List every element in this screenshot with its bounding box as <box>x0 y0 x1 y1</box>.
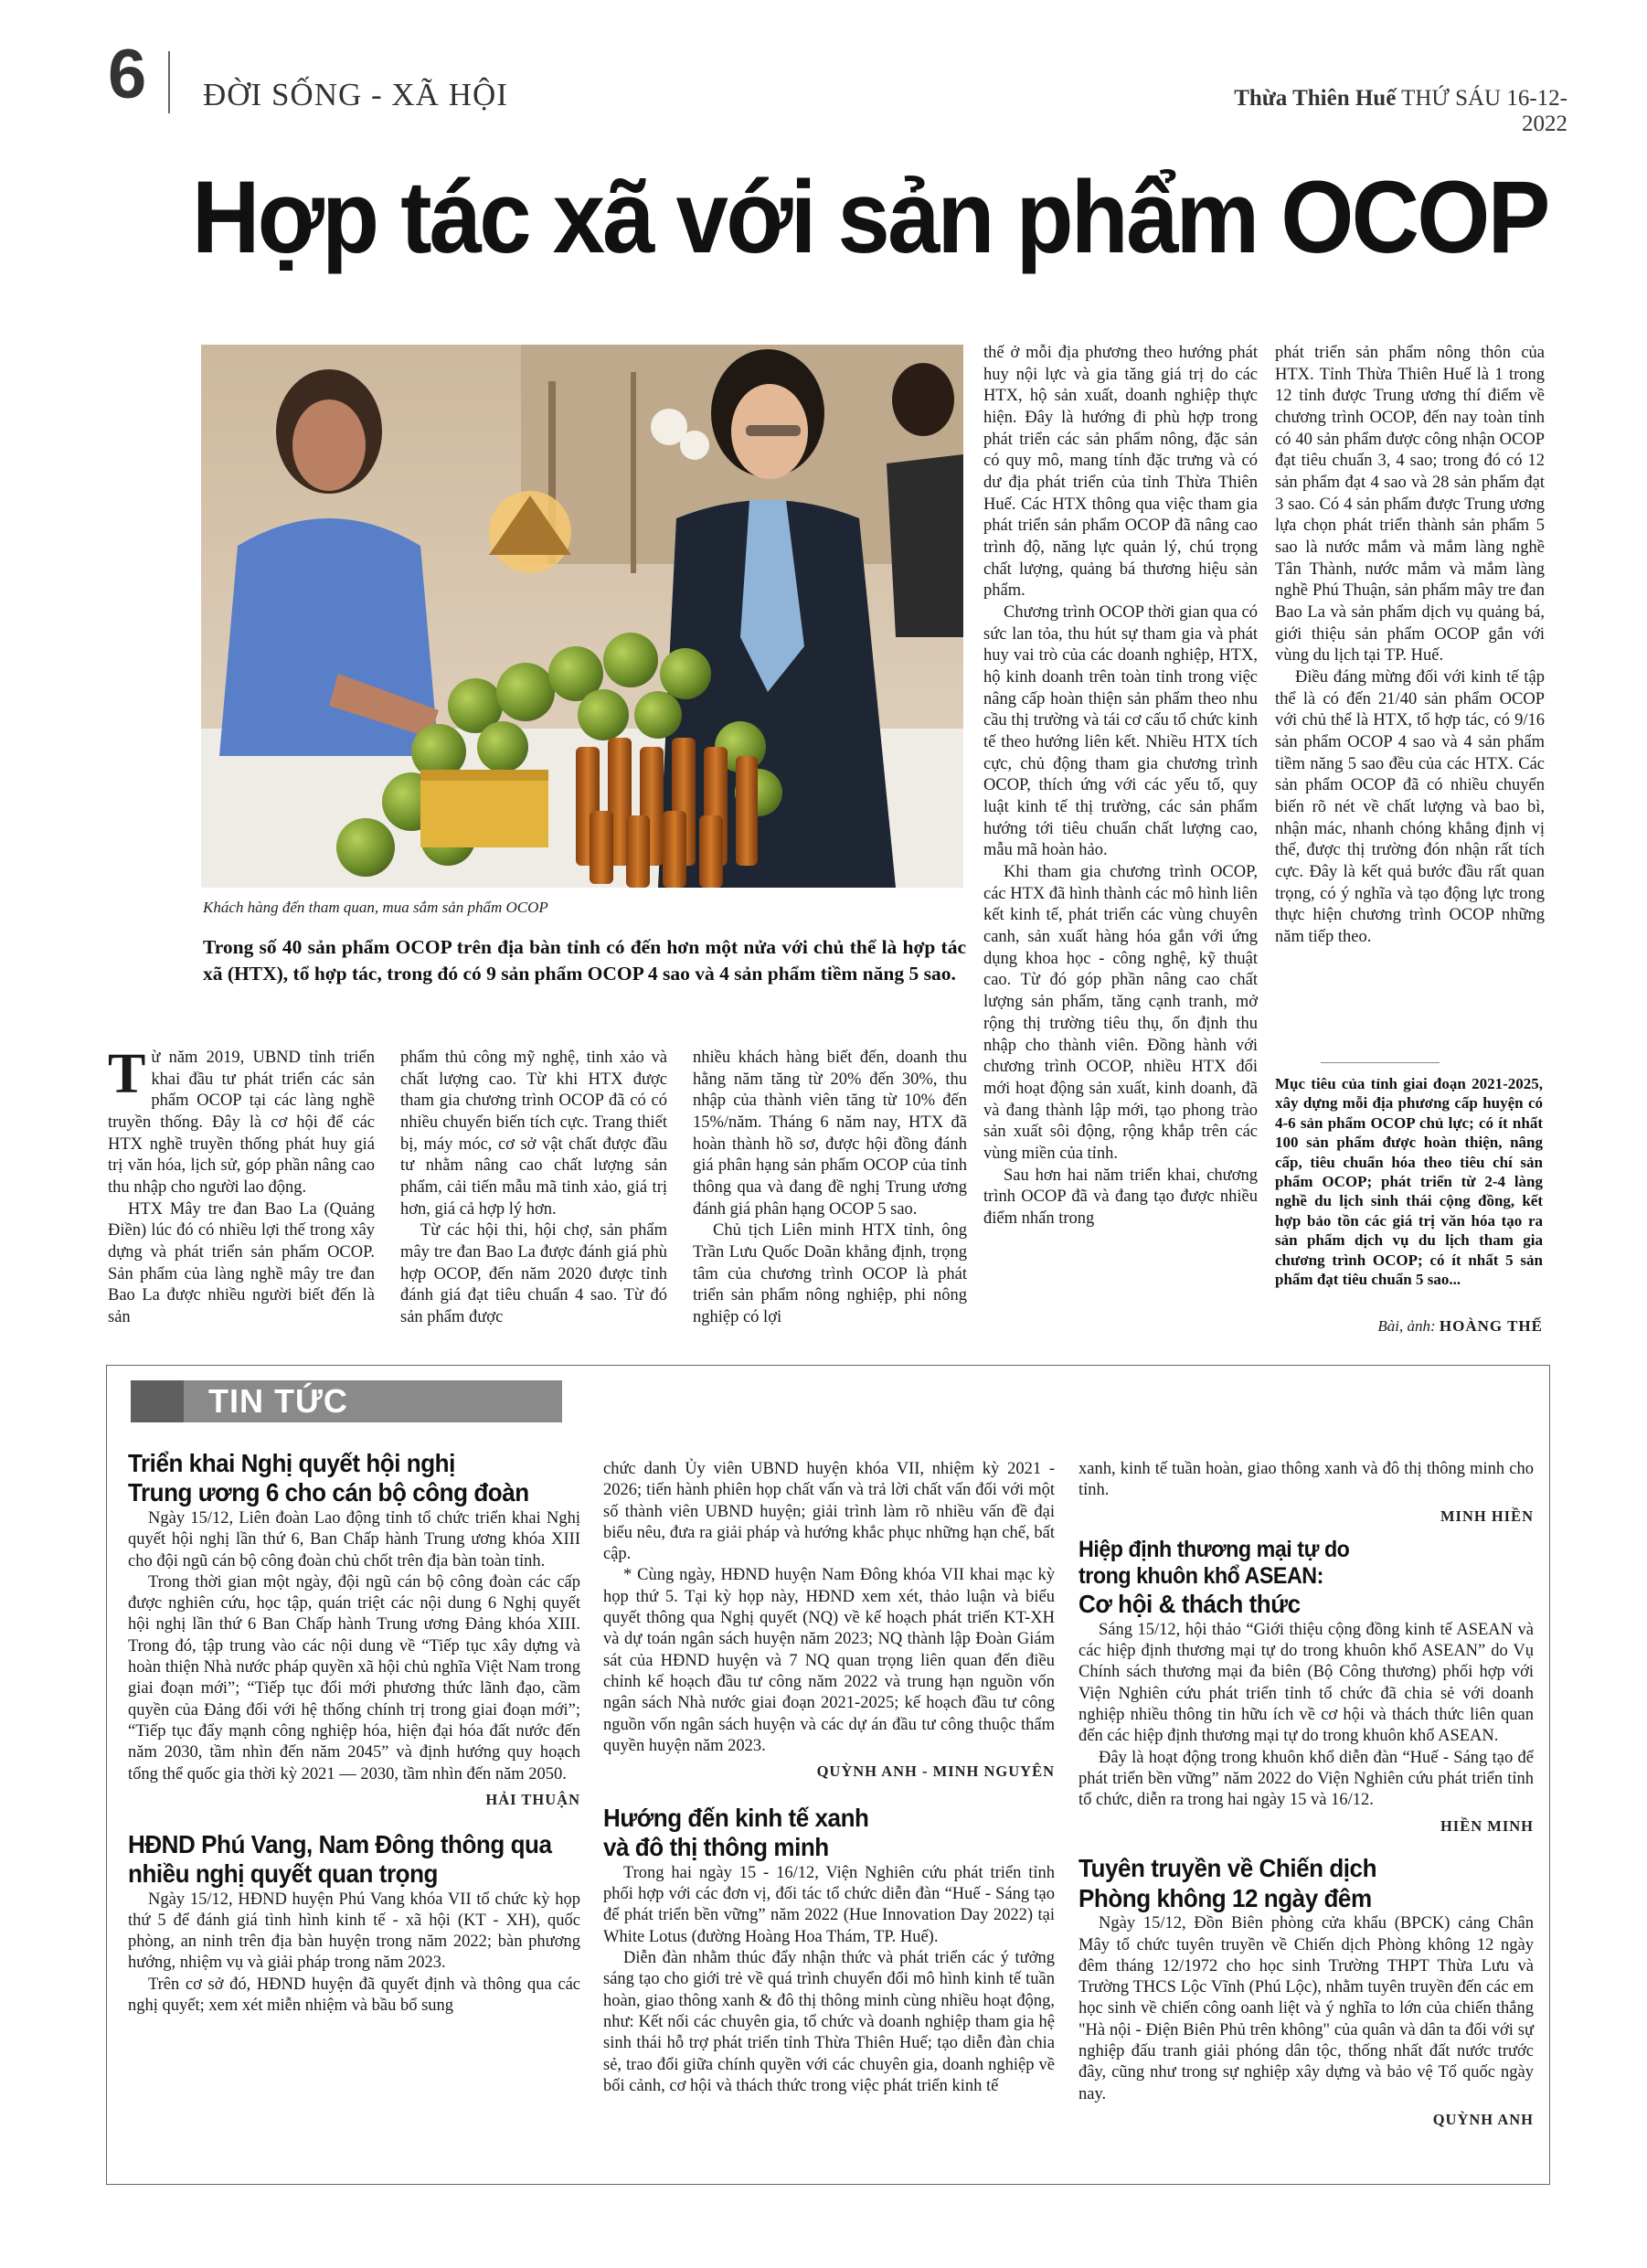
paragraph: Ngày 15/12, Liên đoàn Lao động tỉnh tổ chức triển khai Nghị quyết hội nghị lần thứ 6, Ban Chấp hành Trung ương khóa XIII cho đội ngũ cán bộ công đoàn chủ chốt trên địa bàn toàn tỉnh. <box>128 1508 580 1571</box>
header-divider <box>168 51 170 113</box>
news-title-line: trong khuôn khổ ASEAN: <box>1079 1563 1323 1590</box>
issue-date: THỨ SÁU 16-12-2022 <box>1401 86 1567 136</box>
news-column-3 <box>1079 1459 1534 2130</box>
paragraph: Trong hai ngày 15 - 16/12, Viện Nghiên cứu phát triển tỉnh phối hợp với các đơn vị, đối tác tổ chức diễn đàn “Huế - Sáng tạo để phát triển bền vững” năm 2022 (Hue Innovation Day 2022) tại White Lotus (đường Hoàng Hoa Thám, TP. Huế). <box>603 1863 1055 1946</box>
news-title-line: và đô thị thông minh <box>603 1833 829 1862</box>
paragraph: Trên cơ sở đó, HĐND huyện đã quyết định và thông qua các nghị quyết; xem xét miễn nhiệm và bầu bổ sung <box>128 1975 580 2015</box>
headline: Hợp tác xã với sản phẩm OCOP <box>192 160 1548 274</box>
article-column-4 <box>983 343 1258 1230</box>
paragraph: Diễn đàn nhằm thúc đẩy nhận thức và phát triển các ý tưởng sáng tạo cho giới trẻ về quá trình chuyển đổi mô hình kinh tế tuần hoàn, giao thông xanh & đô thị thông minh cùng nhiều hoạt động, như: Kết nối các chuyên gia, tổ chức và doanh nghiệp tham gia hệ sinh thái hỗ trợ phát triển tỉnh Thừa Thiên Huế; tạo diễn đàn chia sẻ, trao đổi giữa chính quyền với các chuyên gia, doanh nghiệp về bối cảnh, cơ hội và thách thức trong việc phát triển kinh tế <box>603 1949 1055 2095</box>
news-byline: HẢI THUẬN <box>485 1790 580 1808</box>
paragraph: Khi tham gia chương trình OCOP, các HTX đã hình thành các mô hình liên kết kinh tế, phát triển các vùng chuyên canh, sản xuất hàng hóa gắn với ứng dụng khoa học - công nghệ, kỹ thuật cao. Từ đó góp phần nâng cao chất lượng sản phẩm, tăng cạnh tranh, mở rộng thị trường tiêu thụ, ổn định thu nhập cho thành viên. Đồng hành với chương trình OCOP, nhiều HTX đổi mới hoạt động sản xuất, kinh doanh, đã và đang thành lập mới, tạo phong trào sản xuất sôi động, rộng khắp trên các vùng miền của tỉnh. <box>983 863 1259 1163</box>
paragraph: Sau hơn hai năm triển khai, chương trình OCOP đã và đang tạo được nhiều điểm nhấn trong <box>983 1166 1258 1228</box>
callout-divider <box>1321 1062 1440 1063</box>
paragraph: xanh, kinh tế tuần hoàn, giao thông xanh và đô thị thông minh cho tỉnh. <box>1079 1460 1534 1500</box>
byline-prefix: Bài, ảnh: <box>1377 1317 1436 1335</box>
paragraph: HTX Mây tre đan Bao La (Quảng Điền) lúc đó có nhiều lợi thế trong xây dựng và phát triển sản phẩm OCOP. Sản phẩm của làng nghề mây tre đan Bao La được nhiều người biết đến là sản <box>108 1199 375 1327</box>
section-title: ĐỜI SỐNG - XÃ HỘI <box>203 77 508 112</box>
byline-author: HOÀNG THẾ <box>1439 1317 1543 1335</box>
paragraph: Ngày 15/12, HĐND huyện Phú Vang khóa VII tổ chức kỳ họp thứ 5 để đánh giá tình hình kinh tế - xã hội (KT - XH), quốc phòng, an ninh trên địa bàn huyện trong năm 2022; bàn phương hướng, nhiệm vụ và giải pháp trong năm 2023. <box>128 1890 580 1973</box>
masthead <box>1206 86 1567 137</box>
news-label: TIN TỨC <box>208 1382 348 1420</box>
paragraph: Trong thời gian một ngày, đội ngũ cán bộ công đoàn các cấp được nghiên cứu, học tập, quán triệt các nội dung 6 Nghị quyết hội nghị lần thứ 6 Ban Chấp hành Trung ương Đảng khóa XIII. Trong đó, tập trung vào các nội dung về “Tiếp tục xây dựng và hoàn thiện Nhà nước pháp quyền xã hội chủ nghĩa Việt Nam trong giai đoạn mới”; “Tiếp tục đổi mới phương thức lãnh đạo, cầm quyền của Đảng đối với hệ thống chính trị trong giai đoạn mới”; “Tiếp tục đẩy mạnh công nghiệp hóa, hiện đại hóa đất nước đến năm 2030, tầm nhìn đến năm 2045” và định hướng quy hoạch tổng thể quốc gia thời kỳ 2021 — 2030, tầm nhìn đến năm 2050. <box>128 1572 580 1784</box>
news-title-line: Tuyên truyền về Chiến dịch <box>1079 1854 1377 1883</box>
news-title-line: HĐND Phú Vang, Nam Đông thông qua <box>128 1829 552 1858</box>
article-photo <box>201 345 963 888</box>
paragraph: ừ năm 2019, UBND tỉnh triển khai đầu tư phát triển các sản phẩm OCOP tại các làng nghề truyền thống. Đây là cơ hội để các HTX nghề truyền thống phát huy giá trị văn hóa, lịch sử, góp phần nâng cao thu nhập cho người lao động. <box>108 1049 375 1198</box>
news-title <box>1079 1854 1502 1913</box>
article-column-3 <box>693 1048 967 1329</box>
paragraph: Sáng 15/12, hội thảo “Giới thiệu cộng đồng kinh tế ASEAN và các hiệp định thương mại tự do trong khuôn khổ ASEAN” do Vụ Chính sách thương mại đa biên (Bộ Công thương) phối hợp với Viện Nghiên cứu phát triển tỉnh tổ chức đã chia sẻ với doanh nghiệp nhiều thông tin hữu ích về cơ hội và thách thức liên quan đến các hiệp định thương mại tự do trong khuôn khổ ASEAN. <box>1079 1620 1534 1746</box>
news-column-2 <box>603 1459 1055 2097</box>
article-lead: Trong số 40 sản phẩm OCOP trên địa bàn tỉnh có đến hơn một nửa với chủ thể là hợp tác xã (HTX), tổ hợp tác, trong đó có 9 sản phẩm OCOP 4 sao và 4 sản phẩm tiềm năng 5 sao. <box>203 936 966 985</box>
news-title <box>128 1449 548 1508</box>
news-title <box>128 1829 552 1890</box>
news-title-line: nhiều nghị quyết quan trọng <box>128 1859 438 1889</box>
news-byline: HIỀN MINH <box>1440 1816 1534 1835</box>
paragraph: * Cùng ngày, HĐND huyện Nam Đông khóa VII khai mạc kỳ họp thứ 5. Tại kỳ họp này, HĐND xem xét, thảo luận và biểu quyết thông qua Nghị quyết (NQ) về kế hoạch phát triển KT-XH và dự toán ngân sách huyện năm 2023; NQ thành lập Đoàn Giám sát của HĐND huyện và 7 NQ quan trọng liên quan đến điều chỉnh kế hoạch đầu tư công năm 2022 và trung hạn nguồn vốn ngân sách Nhà nước giai đoạn 2021-2025; kế hoạch đầu tư công nguồn vốn ngân sách huyện và các dự án đầu tư công thuộc thẩm quyền huyện năm 2023. <box>603 1566 1055 1755</box>
paragraph: Điều đáng mừng đối với kinh tế tập thể là có đến 21/40 sản phẩm OCOP với chủ thể là HTX, tổ hợp tác, có 9/16 sản phẩm OCOP 4 sao và 4 sản phẩm tiềm năng 5 sao đều của các HTX. Các sản phẩm OCOP đã có nhiều chuyển biến rõ nét về chất lượng và bao bì, nhận mác, nhanh chóng khẳng định vị thế, được thị trường đón nhận rất tích cực. Đây là kết quả bước đầu rất quan trọng, có ý nghĩa và tạo động lực trong thực hiện chương trình OCOP những năm tiếp theo. <box>1275 668 1545 947</box>
paragraph: phát triển sản phẩm nông thôn của HTX. Tỉnh Thừa Thiên Huế là 1 trong 12 tỉnh được Trung ương thí điểm về chương trình OCOP, đến nay toàn tỉnh có 40 sản phẩm được công nhận OCOP đạt tiêu chuẩn 3, 4 sao; trong đó có 12 sản phẩm đạt 4 sao và 28 sản phẩm đạt 3 sao. Có 4 sản phẩm được Trung ương lựa chọn phát triển thành sản phẩm 5 sao là nước mắm và mắm làng nghề Tân Thành, nước mắm và mắm làng nghề Phú Thuận, sản phẩm mây tre đan Bao La và sản phẩm dịch vụ quảng bá, giới thiệu sản phẩm OCOP gắn với vùng du lịch tại TP. Huế. <box>1275 344 1545 665</box>
news-title <box>603 1804 1023 1863</box>
paragraph: thế ở mỗi địa phương theo hướng phát huy nội lực và gia tăng giá trị do các HTX, hộ sản xuất, doanh nghiệp thực hiện. Đây là hướng đi phù hợp trong phát triển các sản phẩm nông, đặc sản có quy mô, mang tính đặc trưng và có dư địa phát triển của tỉnh Thừa Thiên Huế. Các HTX thông qua việc tham gia phát triển sản phẩm OCOP đã nâng cao trình độ, năng lực quản lý, chú trọng chất lượng, quảng bá thương hiệu sản phẩm. <box>983 344 1258 601</box>
paragraph: nhiều khách hàng biết đến, doanh thu hằng năm tăng từ 20% đến 30%, thu nhập của thành viên tăng từ 10% đến 15%/năm. Tháng 6 năm nay, HTX đã hoàn thành hồ sơ, được hội đồng đánh giá phân hạng sản phẩm OCOP của tỉnh thông qua và đang đề nghị Trung ương đánh giá phân hạng OCOP 5 sao. <box>693 1049 967 1219</box>
paragraph: Đây là hoạt động trong khuôn khổ diễn đàn “Huế - Sáng tạo để phát triển bền vững” năm 2022 do Viện Nghiên cứu phát triển tỉnh tổ chức, diễn ra trong hai ngày 15 và 16/12. <box>1079 1748 1534 1810</box>
paragraph: chức danh Ủy viên UBND huyện khóa VII, nhiệm kỳ 2021 - 2026; tiến hành phiên họp chất vấn và trả lời chất vấn đối với một số thành viên UBND huyện; giải trình làm rõ nhiều vấn đề đại biểu nêu, đưa ra giải pháp và hướng khắc phục những hạn chế, bất cập. <box>603 1460 1055 1564</box>
news-title-line: Trung ương 6 cho cán bộ công đoàn <box>128 1478 529 1507</box>
news-column-1 <box>128 1449 580 2017</box>
news-label-accent <box>131 1380 184 1422</box>
article-byline <box>1275 1317 1543 1336</box>
paragraph: phẩm thủ công mỹ nghệ, tinh xảo và chất lượng cao. Từ khi HTX được tham gia chương trình OCOP đã có có nhiều chuyển biến tích cực. Trang thiết bị, máy móc, cơ sở vật chất được đầu tư nhằm nâng cao chất lượng sản phẩm, cải tiến mẫu mã tinh xảo, giá trị hơn, giá cả hợp lý hơn. <box>400 1049 667 1219</box>
news-title-line: Hiệp định thương mại tự do <box>1079 1537 1350 1563</box>
paragraph: Chủ tịch Liên minh HTX tỉnh, ông Trần Lưu Quốc Doãn khẳng định, trọng tâm của chương trình OCOP là phát triển sản phẩm nông nghiệp, phi nông nghiệp có lợi <box>693 1221 967 1327</box>
paragraph: Ngày 15/12, Đồn Biên phòng cửa khẩu (BPCK) cảng Chân Mây tổ chức tuyên truyền về Chiến dịch Phòng không 12 ngày đêm tháng 12/1972 cho học sinh Trường THPT Thừa Lưu và Trường THCS Lộc Vĩnh (Phú Lộc), nhằm tuyên truyền đến các em học sinh về chiến công oanh liệt và ý nghĩa to lớn của chiến thắng "Hà nội - Điện Biên Phủ trên không" của quân và dân ta đối với sự nghiệp đấu tranh giải phóng dân tộc, thống nhất đất nước trước đây, cũng như trong sự nghiệp xây dựng và bảo vệ Tổ quốc ngày nay. <box>1079 1914 1534 2103</box>
news-title-line: Cơ hội & thách thức <box>1079 1590 1301 1619</box>
news-title-line: Phòng không 12 ngày đêm <box>1079 1883 1372 1912</box>
news-byline: QUỲNH ANH - MINH NGUYÊN <box>816 1762 1055 1781</box>
news-byline: QUỲNH ANH <box>1432 2110 1534 2128</box>
paragraph: Chương trình OCOP thời gian qua có sức lan tỏa, thu hút sự tham gia và phát huy vai trò của các doanh nghiệp, HTX, hộ kinh doanh trên toàn tỉnh trong việc nâng cấp hoàn thiện sản phẩm theo nhu cầu thị trường và tái cơ cấu tổ chức kinh tế theo hướng liên kết. Nhiều HTX tích cực, chủ động tham gia chương trình OCOP, thích ứng với các yếu tố, quy luật kinh tế thị trường, các sản phẩm hướng tới tiêu chuẩn chất lượng cao, mẫu mã hoàn hảo. <box>983 603 1258 860</box>
news-title-line: Triển khai Nghị quyết hội nghị <box>128 1449 455 1477</box>
callout-box: Mục tiêu của tỉnh giai đoạn 2021-2025, xây dựng mỗi địa phương cấp huyện có 4-6 sản phẩm OCOP chủ lực; có ít nhất 100 sản phẩm được hoàn thiện, nâng cấp, tiêu chuẩn hóa theo tiêu chí sản phẩm OCOP; phát triển từ 2-4 làng nghề du lịch sinh thái cộng đồng, kết hợp bảo tồn các giá trị văn hóa tạo ra sản phẩm dịch vụ du lịch tham gia chương trình OCOP; có ít nhất 5 sản phẩm đạt tiêu chuẩn 5 sao... <box>1275 1075 1543 1289</box>
photo-caption: Khách hàng đến tham quan, mua sắm sản phẩm OCOP <box>203 899 548 916</box>
article-column-5 <box>1275 343 1545 949</box>
photo-illustration <box>201 345 963 888</box>
paragraph: Từ các hội thi, hội chợ, sản phẩm mây tre đan Bao La được đánh giá phù hợp OCOP, đến năm 2020 được tỉnh đánh giá đạt tiêu chuẩn 4 sao. Từ đó sản phẩm được <box>400 1221 667 1327</box>
page-number: 6 <box>108 36 147 113</box>
article-column-2 <box>400 1048 667 1329</box>
article-column-1 <box>108 1043 375 1329</box>
news-title <box>1079 1537 1502 1619</box>
news-byline: MINH HIỀN <box>1440 1507 1534 1525</box>
drop-cap: T <box>108 1043 146 1105</box>
news-title-line: Hướng đến kinh tế xanh <box>603 1803 869 1832</box>
masthead-name: Thừa Thiên Huế <box>1234 86 1397 111</box>
